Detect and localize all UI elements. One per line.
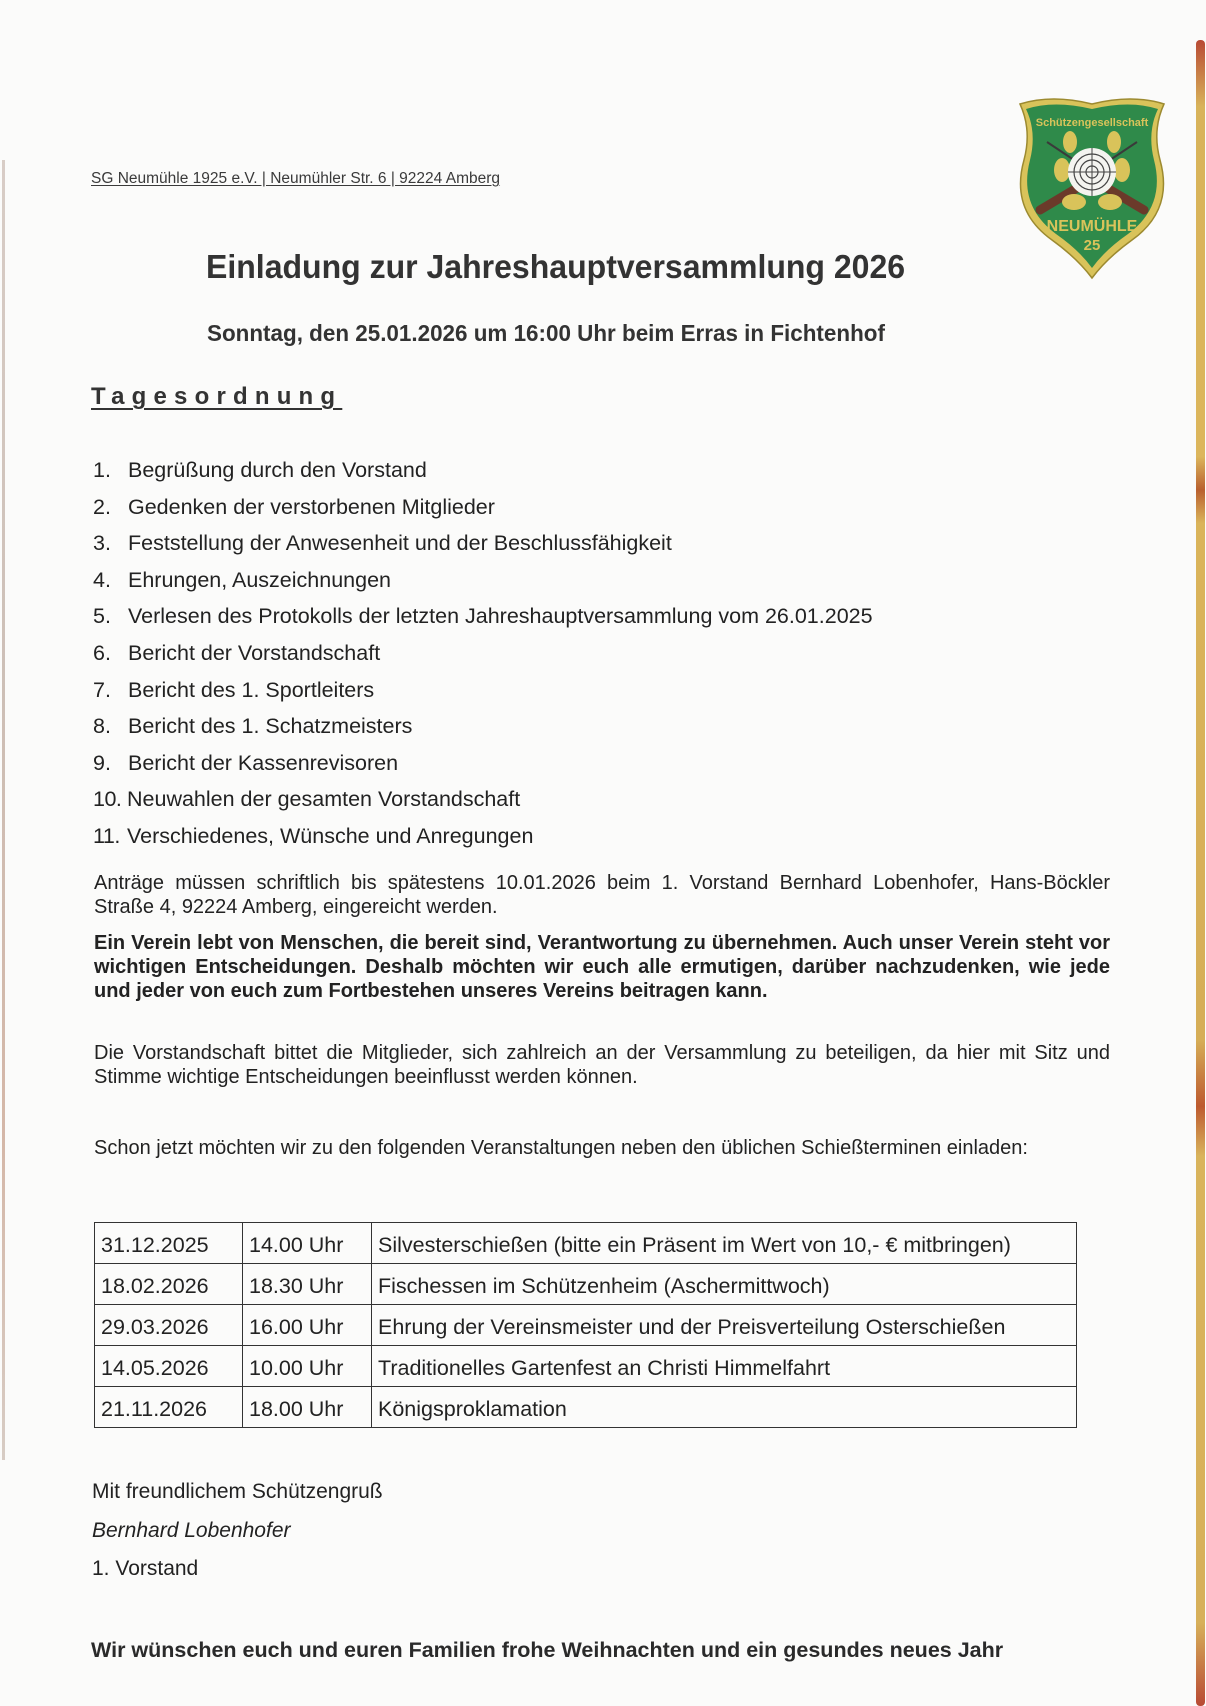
participation-paragraph: Die Vorstandschaft bittet die Mitglieder, sich zahlreich an der Versammlung zu beteiligen, da hier mit Sitz und Stimme wichtige Entscheidungen beeinflusst werden können. xyxy=(94,1042,1110,1088)
agenda-item-number: 2. xyxy=(93,494,111,519)
agenda-list xyxy=(93,457,873,860)
agenda-item xyxy=(93,494,873,531)
event-time: 16.00 Uhr xyxy=(243,1305,372,1346)
agenda-item xyxy=(93,457,873,494)
crest-number: 25 xyxy=(1083,237,1101,254)
table-row xyxy=(95,1305,1077,1346)
club-crest-logo xyxy=(1012,90,1172,280)
agenda-item xyxy=(93,567,873,604)
agenda-item-text: Verlesen des Protokolls der letzten Jahreshauptversammlung vom 26.01.2025 xyxy=(128,604,873,629)
agenda-item-number: 4. xyxy=(93,567,111,592)
event-time: 10.00 Uhr xyxy=(243,1346,372,1387)
agenda-item-text: Verschiedenes, Wünsche und Anregungen xyxy=(127,823,534,848)
agenda-item-number: 10. xyxy=(93,787,122,812)
event-date: 31.12.2025 xyxy=(95,1223,243,1264)
paper-edge-right xyxy=(1196,40,1205,1706)
agenda-item xyxy=(93,786,873,823)
agenda-item-number: 6. xyxy=(93,640,111,665)
agenda-item xyxy=(93,713,873,750)
agenda-item-number: 8. xyxy=(93,714,111,739)
agenda-item-text: Gedenken der verstorbenen Mitglieder xyxy=(128,494,495,519)
agenda-heading: Tagesordnung xyxy=(91,383,343,410)
agenda-item-text: Ehrungen, Auszeichnungen xyxy=(128,567,391,592)
agenda-item xyxy=(93,677,873,714)
table-row xyxy=(95,1264,1077,1305)
agenda-item xyxy=(93,823,873,860)
agenda-item-number: 11. xyxy=(93,823,120,848)
signatory-role: 1. Vorstand xyxy=(92,1557,199,1580)
agenda-item xyxy=(93,750,873,787)
event-date: 18.02.2026 xyxy=(95,1264,243,1305)
event-time: 18.30 Uhr xyxy=(243,1264,372,1305)
agenda-item-text: Bericht des 1. Schatzmeisters xyxy=(128,714,413,739)
appeal-paragraph: Ein Verein lebt von Menschen, die bereit sind, Verantwortung zu übernehmen. Auch unser Verein steht vor wichtigen Entscheidungen. Deshalb möchten wir euch alle ermutigen, darüber nachzudenken, wie jede und jeder von euch zum Fortbestehen unseres Vereins beitragen kann. xyxy=(94,932,1110,1002)
event-date: 14.05.2026 xyxy=(95,1346,243,1387)
motions-deadline-paragraph: Anträge müssen schriftlich bis spätestens 10.01.2026 beim 1. Vorstand Bernhard Lobenhofer, Hans-Böckler Straße 4, 92224 Amberg, eingereicht werden. xyxy=(94,872,1110,918)
event-date: 29.03.2026 xyxy=(95,1305,243,1346)
event-time: 18.00 Uhr xyxy=(243,1387,372,1428)
agenda-item-number: 9. xyxy=(93,750,111,775)
event-time: 14.00 Uhr xyxy=(243,1223,372,1264)
event-date: 21.11.2026 xyxy=(95,1387,243,1428)
event-description: Ehrung der Vereinsmeister und der Preisverteilung Osterschießen xyxy=(372,1305,1077,1346)
agenda-item-text: Neuwahlen der gesamten Vorstandschaft xyxy=(127,787,521,812)
events-intro-paragraph: Schon jetzt möchten wir zu den folgenden Veranstaltungen neben den üblichen Schießterminen einladen: xyxy=(94,1137,1028,1159)
event-description: Fischessen im Schützenheim (Aschermittwoch) xyxy=(372,1264,1077,1305)
table-row xyxy=(95,1223,1077,1264)
table-row xyxy=(95,1346,1077,1387)
events-table xyxy=(94,1222,1077,1428)
agenda-item-text: Begrüßung durch den Vorstand xyxy=(128,458,427,482)
signatory-name: Bernhard Lobenhofer xyxy=(92,1519,291,1542)
agenda-item-number: 1. xyxy=(93,458,111,482)
agenda-item xyxy=(93,640,873,677)
crest-name: NEUMÜHLE xyxy=(1046,218,1138,235)
agenda-item xyxy=(93,603,873,640)
event-description: Königsproklamation xyxy=(372,1387,1077,1428)
closing-greeting: Mit freundlichem Schützengruß xyxy=(92,1480,383,1503)
agenda-item-text: Bericht des 1. Sportleiters xyxy=(128,677,375,702)
agenda-item-number: 3. xyxy=(93,531,111,556)
page-title: Einladung zur Jahreshauptversammlung 2026 xyxy=(206,248,906,285)
agenda-item-text: Feststellung der Anwesenheit und der Beschlussfähigkeit xyxy=(128,531,672,556)
sender-address: SG Neumühle 1925 e.V. | Neumühler Str. 6 | 92224 Amberg xyxy=(91,170,501,187)
holiday-wishes: Wir wünschen euch und euren Familien frohe Weihnachten und ein gesundes neues Jahr xyxy=(91,1638,1004,1662)
meeting-date-location: Sonntag, den 25.01.2026 um 16:00 Uhr beim Erras in Fichtenhof xyxy=(207,320,885,346)
table-row xyxy=(95,1387,1077,1428)
paper-edge-left xyxy=(2,160,5,1460)
agenda-item-number: 7. xyxy=(93,677,111,702)
crest-arc-text: Schützengesellschaft xyxy=(1035,117,1149,129)
agenda-item-text: Bericht der Vorstandschaft xyxy=(128,640,381,665)
agenda-item-number: 5. xyxy=(93,604,111,629)
event-description: Traditionelles Gartenfest an Christi Himmelfahrt xyxy=(372,1346,1077,1387)
agenda-item-text: Bericht der Kassenrevisoren xyxy=(128,750,399,775)
agenda-item xyxy=(93,530,873,567)
event-description: Silvesterschießen (bitte ein Präsent im Wert von 10,- € mitbringen) xyxy=(372,1223,1077,1264)
